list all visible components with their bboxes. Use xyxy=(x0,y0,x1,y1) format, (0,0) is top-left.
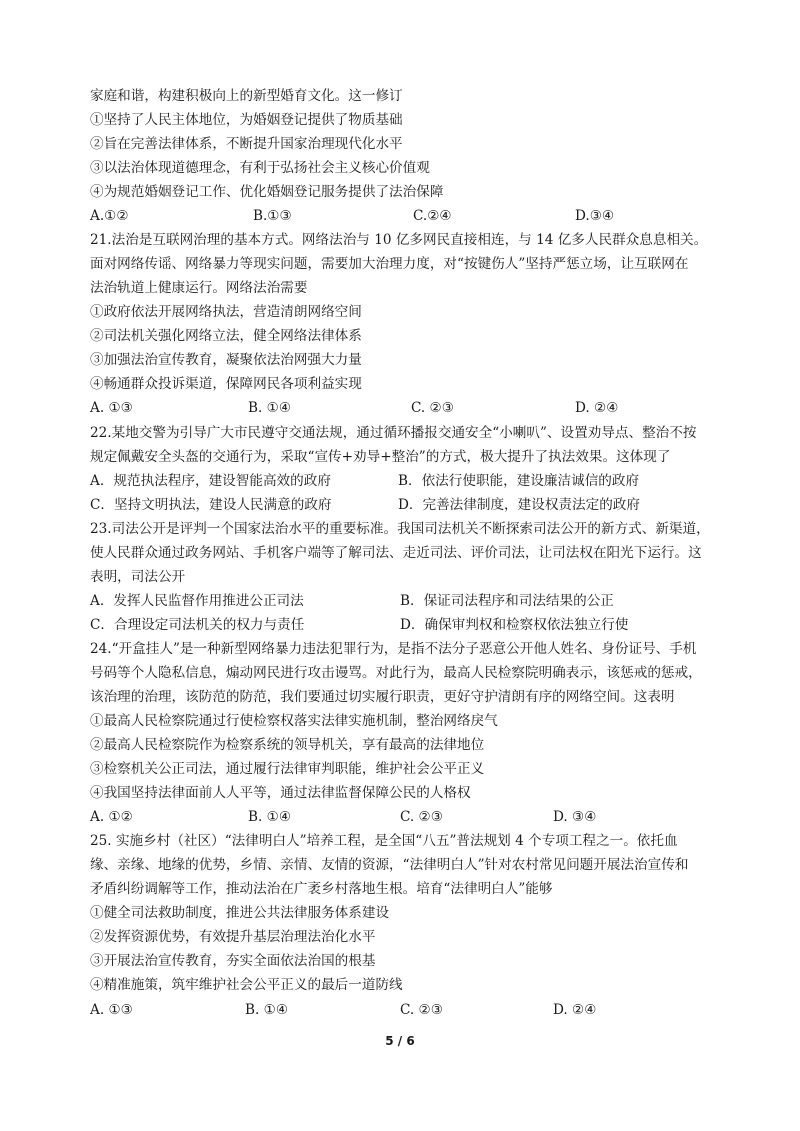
q22-option-d: D．完善法律制度，建设权责法定的政府 xyxy=(398,497,640,513)
q21-statement-4: ④畅通群众投诉渠道，保障网民各项利益实现 xyxy=(90,376,362,392)
q25-statement-3: ③开展法治宣传教育，夯实全面依法治国的根基 xyxy=(90,953,376,969)
q25-option-a: A. ①③ xyxy=(90,1002,133,1018)
q24-statement-2: ②最高人民检察院作为检察系统的领导机关，享有最高的法律地位 xyxy=(90,737,485,753)
q21-options xyxy=(90,398,710,418)
q22-option-c: C．坚持文明执法，建设人民满意的政府 xyxy=(90,497,332,513)
q24-stem-line-1: 24.“开盒挂人”是一种新型网络暴力违法犯罪行为，是指不法分子恶意公开他人姓名、身份证号、手机 xyxy=(90,641,697,657)
q21-statement-3: ③加强法治宣传教育，凝聚依法治网强大力量 xyxy=(90,352,362,368)
q21-statement-2: ②司法机关强化网络立法，健全网络法律体系 xyxy=(90,328,362,344)
q24-option-a: A. ①② xyxy=(90,809,133,825)
q24-stem-line-3: 该治理的治理，该防范的防范，我们要通过切实履行职责，更好守护清朗有序的网络空间。这表明 xyxy=(90,689,675,705)
q25-stem-line-2: 缘、亲缘、地缘的优势，乡情、亲情、友情的资源，“法律明白人”针对农村常见问题开展法治宣传和 xyxy=(90,857,689,873)
q23-option-d: D．确保审判权和检察权依法独立行使 xyxy=(400,617,629,633)
q23-options-row-2 xyxy=(90,615,710,635)
q20-option-b: B.①③ xyxy=(253,208,292,224)
q22-option-a: A．规范执法程序，建设智能高效的政府 xyxy=(90,473,331,489)
q23-stem-line-3: 表明，司法公开 xyxy=(90,569,186,585)
q22-stem-line-2: 规定佩戴安全头盔的交通行为，采取“宣传+劝导+整治”的方式，极大提升了执法效果。这体现了 xyxy=(90,449,671,465)
q20-stem-line-1: 家庭和谐，构建积极向上的新型婚育文化。这一修订 xyxy=(90,88,403,104)
q20-statement-3: ③以法治体现道德理念，有利于弘扬社会主义核心价值观 xyxy=(90,160,430,176)
q20-option-a: A.①② xyxy=(90,208,129,224)
q21-stem-line-2: 面对网络传谣、网络暴力等现实问题，需要加大治理力度，对“按键伤人”坚持严惩立场，让互联网在 xyxy=(90,256,689,272)
q24-option-c: C. ②③ xyxy=(400,809,443,825)
q22-options-row-1 xyxy=(90,471,710,491)
q23-options-row-1 xyxy=(90,591,710,611)
q25-option-d: D. ②④ xyxy=(553,1002,597,1018)
q20-options xyxy=(90,206,710,226)
q23-option-b: B．保证司法程序和司法结果的公正 xyxy=(400,593,614,609)
q24-option-b: B. ①④ xyxy=(248,809,292,825)
q25-statement-4: ④精准施策，筑牢维护社会公平正义的最后一道防线 xyxy=(90,977,403,993)
q21-statement-1: ①政府依法开展网络执法，营造清朗网络空间 xyxy=(90,304,362,320)
q25-options xyxy=(90,1000,710,1020)
q25-option-b: B. ①④ xyxy=(245,1002,289,1018)
q24-statement-4: ④我国坚持法律面前人人平等，通过法律监督保障公民的人格权 xyxy=(90,785,471,801)
q23-stem-line-1: 23.司法公开是评判一个国家法治水平的重要标准。我国司法机关不断探索司法公开的新方式、新渠道， xyxy=(90,521,710,537)
q24-option-d: D. ③④ xyxy=(553,809,597,825)
q20-statement-4: ④为规范婚姻登记工作、优化婚姻登记服务提供了法治保障 xyxy=(90,184,444,200)
q20-option-d: D.③④ xyxy=(575,208,615,224)
page-number: 5 / 6 xyxy=(385,1034,415,1048)
q24-statement-1: ①最高人民检察院通过行使检察权落实法律实施机制，整治网络戾气 xyxy=(90,713,498,729)
q23-option-a: A．发挥人民监督作用推进公正司法 xyxy=(90,593,304,609)
q25-option-c: C. ②③ xyxy=(400,1002,443,1018)
q22-stem-line-1: 22.某地交警为引导广大市民遵守交通法规，通过循环播报交通安全“小喇叭”、设置劝导点、整治不按 xyxy=(90,425,697,441)
q20-statement-2: ②旨在完善法律体系，不断提升国家治理现代化水平 xyxy=(90,136,403,152)
q21-stem-line-3: 法治轨道上健康运行。网络法治需要 xyxy=(90,280,308,296)
q24-stem-line-2: 号码等个人隐私信息，煽动网民进行攻击谩骂。对此行为，最高人民检察院明确表示，该惩戒的惩戒， xyxy=(90,665,702,681)
q21-option-b: B. ①④ xyxy=(248,400,292,416)
q21-option-a: A. ①③ xyxy=(90,400,133,416)
q23-option-c: C．合理设定司法机关的权力与责任 xyxy=(90,617,305,633)
q20-statement-1: ①坚持了人民主体地位，为婚姻登记提供了物质基础 xyxy=(90,112,403,128)
q25-stem-line-1: 25. 实施乡村（社区）“法律明白人”培养工程，是全国“八五”普法规划 4 个专项工程之一。依托血 xyxy=(90,833,678,849)
q23-stem-line-2: 使人民群众通过政务网站、手机客户端等了解司法、走近司法、评价司法，让司法权在阳光下运行。这 xyxy=(90,545,702,561)
q24-options xyxy=(90,807,710,827)
q21-option-c: C. ②③ xyxy=(411,400,454,416)
q21-option-d: D. ②④ xyxy=(575,400,619,416)
q21-stem-line-1: 21.法治是互联网治理的基本方式。网络法治与 10 亿多网民直接相连，与 14 亿多人民群众息息相关。 xyxy=(90,232,708,248)
q25-stem-line-3: 矛盾纠纷调解等工作，推动法治在广袤乡村落地生根。培育“法律明白人”能够 xyxy=(90,881,553,897)
q24-statement-3: ③检察机关公正司法，通过履行法律审判职能，维护社会公平正义 xyxy=(90,761,485,777)
q25-statement-2: ②发挥资源优势，有效提升基层治理法治化水平 xyxy=(90,929,376,945)
q22-options-row-2 xyxy=(90,495,710,515)
q20-option-c: C.②④ xyxy=(413,208,452,224)
q22-option-b: B．依法行使职能，建设廉洁诚信的政府 xyxy=(398,473,640,489)
q25-statement-1: ①健全司法救助制度，推进公共法律服务体系建设 xyxy=(90,905,390,921)
